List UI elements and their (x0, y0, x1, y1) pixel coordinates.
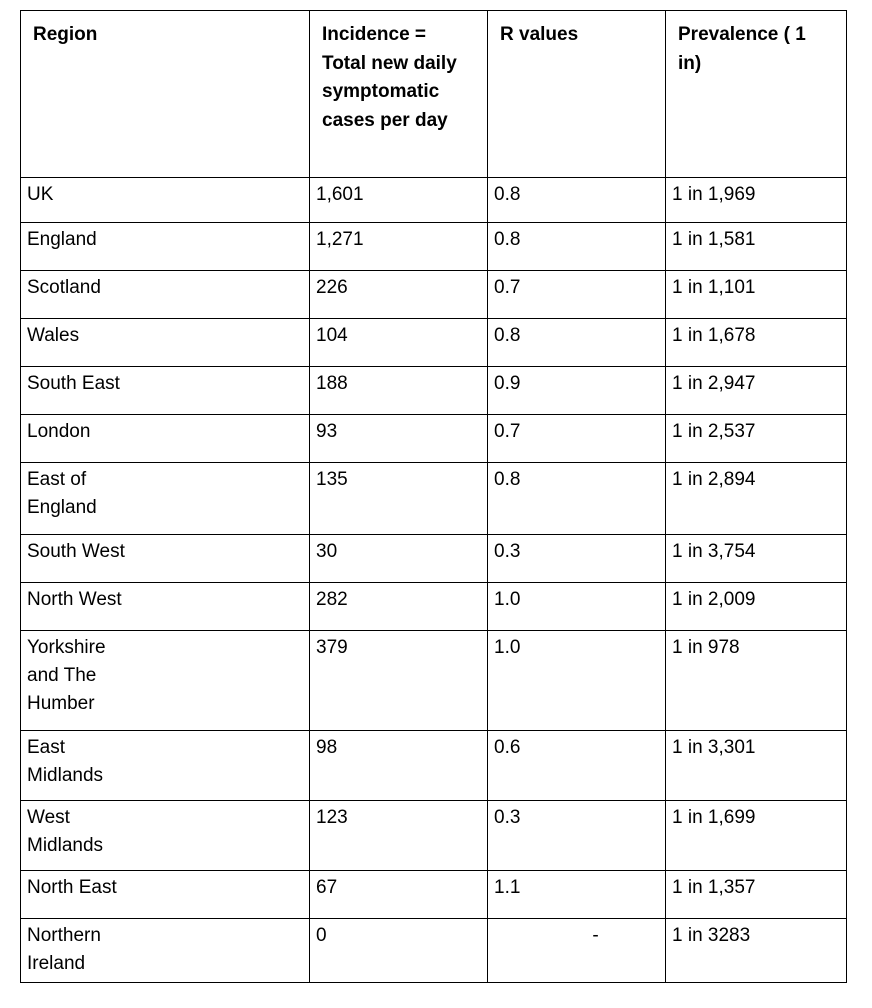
header-prevalence-text: Prevalence ( 1 in) (678, 24, 806, 74)
cell-prevalence: 1 in 2,537 (666, 415, 847, 463)
cell-region-text: Northern Ireland (27, 925, 101, 974)
cell-r-value: 0.7 (488, 415, 666, 463)
cell-incidence: 188 (310, 367, 488, 415)
cell-incidence: 135 (310, 463, 488, 535)
cell-incidence: 226 (310, 271, 488, 319)
cell-prevalence: 1 in 2,894 (666, 463, 847, 535)
cell-prevalence: 1 in 2,009 (666, 583, 847, 631)
cell-r-value: 0.8 (488, 178, 666, 223)
cell-incidence: 0 (310, 919, 488, 983)
header-region-text: Region (33, 24, 98, 45)
table-row (21, 871, 847, 919)
cell-region (21, 919, 310, 983)
header-r-values-text: R values (500, 24, 579, 45)
cell-r-value: 0.7 (488, 271, 666, 319)
cell-r-value: 0.6 (488, 731, 666, 801)
table-body (21, 178, 847, 983)
cell-incidence: 93 (310, 415, 488, 463)
table-row (21, 583, 847, 631)
cell-prevalence: 1 in 1,969 (666, 178, 847, 223)
cell-region: UK (21, 178, 310, 223)
header-r-values (488, 11, 666, 178)
table-row (21, 801, 847, 871)
cell-region (21, 463, 310, 535)
table-row (21, 271, 847, 319)
cell-region (21, 731, 310, 801)
header-prevalence (666, 11, 847, 178)
table-row (21, 535, 847, 583)
cell-region: London (21, 415, 310, 463)
cell-r-value: 0.9 (488, 367, 666, 415)
cell-region: North East (21, 871, 310, 919)
cell-region: Wales (21, 319, 310, 367)
cell-incidence: 1,601 (310, 178, 488, 223)
cell-region-text: East of England (27, 469, 97, 518)
cell-prevalence: 1 in 1,678 (666, 319, 847, 367)
cell-region: South East (21, 367, 310, 415)
cell-region: North West (21, 583, 310, 631)
cell-prevalence: 1 in 978 (666, 631, 847, 731)
table-row (21, 919, 847, 983)
regional-data-table (20, 10, 847, 983)
cell-r-value: 1.0 (488, 631, 666, 731)
cell-incidence: 30 (310, 535, 488, 583)
cell-prevalence: 1 in 1,581 (666, 223, 847, 271)
cell-r-value: 0.8 (488, 223, 666, 271)
cell-incidence: 282 (310, 583, 488, 631)
cell-incidence: 104 (310, 319, 488, 367)
table-row (21, 463, 847, 535)
cell-r-value: 0.8 (488, 463, 666, 535)
cell-region: South West (21, 535, 310, 583)
cell-incidence: 379 (310, 631, 488, 731)
header-incidence (310, 11, 488, 178)
table-row (21, 367, 847, 415)
cell-prevalence: 1 in 3,754 (666, 535, 847, 583)
cell-incidence: 123 (310, 801, 488, 871)
cell-region (21, 801, 310, 871)
cell-r-value: 0.3 (488, 801, 666, 871)
table-row (21, 223, 847, 271)
cell-prevalence: 1 in 1,357 (666, 871, 847, 919)
cell-incidence: 67 (310, 871, 488, 919)
cell-incidence: 1,271 (310, 223, 488, 271)
header-row (21, 11, 847, 178)
cell-incidence: 98 (310, 731, 488, 801)
cell-r-value: 0.8 (488, 319, 666, 367)
cell-region-text: West Midlands (27, 807, 104, 856)
table-row (21, 178, 847, 223)
table-row (21, 415, 847, 463)
header-region (21, 11, 310, 178)
cell-prevalence: 1 in 3283 (666, 919, 847, 983)
cell-region-text: Yorkshire and The Humber (27, 637, 106, 714)
table-row (21, 731, 847, 801)
cell-prevalence: 1 in 3,301 (666, 731, 847, 801)
cell-prevalence: 1 in 1,699 (666, 801, 847, 871)
cell-r-value-text: - (592, 925, 599, 946)
cell-region: Scotland (21, 271, 310, 319)
cell-region-text: East Midlands (27, 737, 104, 786)
cell-r-value: 0.3 (488, 535, 666, 583)
header-incidence-text: Incidence = Total new daily symptomatic cases per day (322, 24, 457, 131)
cell-r-value (488, 919, 666, 983)
table-row (21, 631, 847, 731)
table-row (21, 319, 847, 367)
cell-r-value: 1.0 (488, 583, 666, 631)
cell-region: England (21, 223, 310, 271)
cell-region (21, 631, 310, 731)
cell-prevalence: 1 in 2,947 (666, 367, 847, 415)
cell-prevalence: 1 in 1,101 (666, 271, 847, 319)
cell-r-value: 1.1 (488, 871, 666, 919)
